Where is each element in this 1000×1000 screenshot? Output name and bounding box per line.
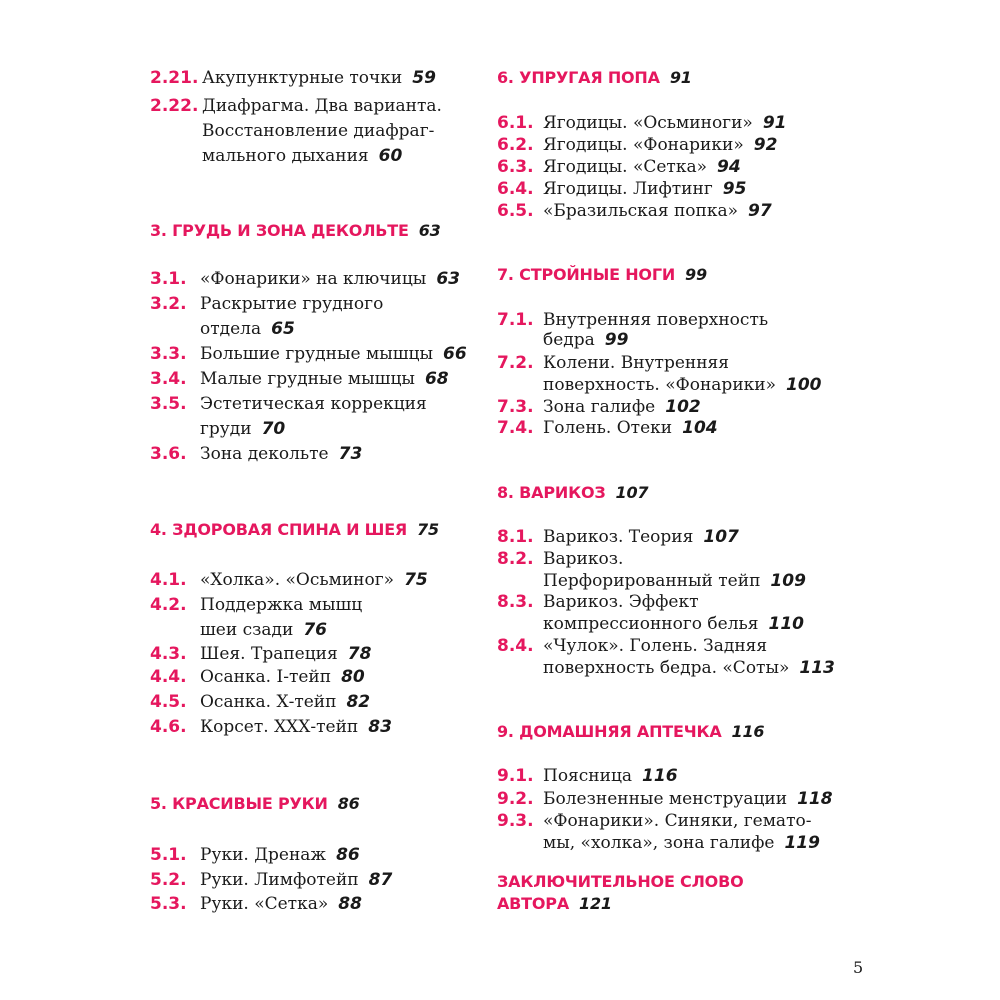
toc-entry (150, 443, 470, 465)
entry-number: 6.3. (497, 157, 534, 177)
entry-title: Большие грудные мышцы (200, 344, 433, 364)
toc-entry (150, 368, 470, 390)
toc-entry (497, 417, 837, 439)
entry-page: 80 (341, 667, 365, 687)
toc-entry (497, 112, 837, 134)
entry-number: 4.2. (150, 595, 187, 615)
entry-title: Шея. Трапеция (200, 644, 338, 664)
section-page: 99 (685, 265, 707, 284)
entry-number: 9.3. (497, 811, 534, 831)
entry-title-line: Внутренняя поверхность (543, 310, 769, 330)
entry-page: 83 (368, 717, 392, 737)
toc-entry (497, 810, 837, 854)
toc-entry (150, 343, 470, 365)
section-heading (150, 220, 470, 242)
toc-entry (497, 178, 837, 200)
entry-title: Ягодицы. «Осьминоги» (543, 113, 753, 133)
entry-number: 7.4. (497, 418, 534, 438)
entry-page: 92 (753, 135, 778, 155)
entry-number: 4.1. (150, 570, 187, 590)
entry-title-line: поверхность бедра. «Соты» (543, 658, 790, 678)
section-page: 121 (579, 894, 612, 913)
section-title: 4. ЗДОРОВАЯ СПИНА И ШЕЯ (150, 520, 408, 539)
toc-entry (150, 268, 470, 290)
entry-title-line: мального дыхания (202, 146, 369, 166)
toc-entry (497, 200, 837, 222)
toc-entry (150, 869, 470, 891)
entry-page: 109 (770, 571, 806, 591)
entry-number: 6.1. (497, 113, 534, 133)
toc-entry (497, 765, 837, 787)
entry-number: 4.3. (150, 644, 187, 664)
entry-number: 3.5. (150, 394, 187, 414)
section-title: 8. ВАРИКОЗ (497, 483, 606, 502)
entry-page: 100 (786, 375, 822, 395)
entry-page: 82 (346, 692, 371, 712)
entry-title-line: «Чулок». Голень. Задняя (543, 636, 768, 656)
entry-number: 8.1. (497, 527, 534, 547)
entry-number: 3.2. (150, 294, 187, 314)
entry-number: 8.4. (497, 636, 534, 656)
entry-number: 7.1. (497, 310, 534, 330)
entry-page: 104 (682, 418, 718, 438)
entry-page: 118 (797, 789, 833, 809)
entry-number: 7.2. (497, 353, 534, 373)
section-page: 86 (337, 794, 360, 813)
entry-page: 63 (436, 269, 460, 289)
entry-title: «Бразильская попка» (543, 201, 739, 221)
toc-entry (497, 788, 837, 810)
entry-page: 107 (703, 527, 739, 547)
section-title: 6. УПРУГАЯ ПОПА (497, 68, 660, 87)
entry-title-line: Колени. Внутренняя (543, 353, 730, 373)
entry-title-line: Поддержка мышц (200, 595, 363, 615)
section-page: 63 (418, 221, 441, 240)
entry-title: Малые грудные мышцы (200, 369, 415, 389)
entry-page: 97 (748, 201, 772, 221)
entry-page: 88 (338, 894, 362, 914)
entry-page: 60 (378, 146, 403, 166)
toc-entry (150, 844, 470, 866)
toc-entry (497, 591, 837, 635)
section-page: 107 (615, 483, 649, 502)
entry-title: Руки. Лимфотейп (200, 870, 359, 890)
entry-title-line: груди (200, 419, 252, 439)
section-heading (150, 519, 470, 541)
toc-entry (150, 569, 470, 591)
entry-page: 116 (642, 766, 678, 786)
entry-number: 5.3. (150, 894, 187, 914)
entry-title: Поясница (543, 766, 633, 786)
entry-number: 2.21. (150, 68, 199, 88)
section-title: ЗАКЛЮЧИТЕЛЬНОЕ СЛОВО (497, 872, 744, 891)
entry-number: 8.3. (497, 592, 534, 612)
toc-entry (150, 643, 470, 665)
section-heading-final (497, 871, 837, 915)
entry-page: 119 (784, 833, 820, 853)
entry-page: 66 (443, 344, 467, 364)
section-title: 5. КРАСИВЫЕ РУКИ (150, 794, 328, 813)
entry-page: 113 (799, 658, 835, 678)
section-heading (497, 67, 837, 89)
entry-number: 7.3. (497, 397, 534, 417)
toc-entry (497, 309, 837, 351)
entry-page: 94 (716, 157, 741, 177)
entry-page: 86 (336, 845, 360, 865)
entry-page: 78 (347, 644, 372, 664)
entry-page: 65 (271, 319, 295, 339)
toc-entry (497, 548, 837, 592)
entry-number: 9.1. (497, 766, 534, 786)
entry-title-line: Диафрагма. Два варианта. (202, 96, 442, 116)
entry-title: Ягодицы. «Сетка» (543, 157, 707, 177)
toc-entry (150, 293, 470, 340)
entry-page: 75 (404, 570, 428, 590)
entry-title-line: Перфорированный тейп (543, 571, 761, 591)
entry-page: 95 (722, 179, 747, 199)
entry-title-line: шеи сзади (200, 620, 294, 640)
section-page: 116 (731, 722, 765, 741)
entry-page: 102 (665, 397, 701, 417)
entry-number: 4.6. (150, 717, 187, 737)
entry-title: Акупунктурные точки (202, 68, 403, 88)
entry-title-line: Раскрытие грудного (200, 294, 384, 314)
entry-number: 3.1. (150, 269, 187, 289)
entry-title-line: Варикоз. Эффект (543, 592, 699, 612)
entry-number: 5.2. (150, 870, 187, 890)
section-heading (497, 482, 837, 504)
entry-number: 3.3. (150, 344, 187, 364)
section-heading (497, 264, 837, 286)
section-title: 9. ДОМАШНЯЯ АПТЕЧКА (497, 722, 722, 741)
entry-page: 91 (762, 113, 787, 133)
toc-entry (150, 666, 470, 688)
entry-title-line: поверхность. «Фонарики» (543, 375, 777, 395)
section-page: 75 (417, 520, 439, 539)
entry-title-line: Восстановление диафраг- (202, 121, 435, 141)
entry-title: «Холка». «Осьминог» (200, 570, 395, 590)
toc-entry (150, 716, 470, 738)
entry-number: 3.6. (150, 444, 187, 464)
toc-entry (150, 691, 470, 713)
toc-entry (497, 352, 837, 396)
entry-number: 5.1. (150, 845, 187, 865)
toc-entry (150, 95, 470, 167)
entry-number: 4.4. (150, 667, 187, 687)
entry-page: 87 (368, 870, 393, 890)
entry-number: 3.4. (150, 369, 187, 389)
entry-title: Осанка. Х-тейп (200, 692, 337, 712)
entry-title-line: отдела (200, 319, 262, 339)
entry-number: 6.4. (497, 179, 534, 199)
entry-title: Болезненные менструации (543, 789, 788, 809)
toc-entry (497, 396, 837, 418)
entry-title: Осанка. I-тейп (200, 667, 332, 687)
entry-title: Зона декольте (200, 444, 329, 464)
section-page: 91 (669, 68, 692, 87)
toc-entry (150, 594, 470, 641)
toc-entry (497, 156, 837, 178)
entry-title-line: Эстетическая коррекция (200, 394, 427, 414)
entry-title: Голень. Отеки (543, 418, 673, 438)
section-heading (497, 721, 837, 743)
entry-title-line: «Фонарики». Синяки, гемато- (543, 811, 812, 831)
entry-number: 9.2. (497, 789, 534, 809)
section-heading (150, 793, 470, 815)
entry-page: 110 (768, 614, 804, 634)
entry-title: Руки. Дренаж (200, 845, 327, 865)
entry-number: 2.22. (150, 96, 199, 116)
entry-title-line: компрессионного белья (543, 614, 759, 634)
entry-title: Корсет. ХХХ-тейп (200, 717, 359, 737)
entry-page: 99 (604, 330, 629, 350)
toc-entry (150, 893, 470, 915)
entry-number: 6.5. (497, 201, 534, 221)
entry-title: Зона галифе (543, 397, 656, 417)
page-number: 5 (853, 958, 864, 977)
entry-page: 70 (261, 419, 286, 439)
toc-entry (497, 526, 837, 548)
entry-page: 76 (303, 620, 327, 640)
entry-title-line: Варикоз. (543, 549, 624, 569)
entry-title: Ягодицы. «Фонарики» (543, 135, 744, 155)
entry-number: 6.2. (497, 135, 534, 155)
section-title: 7. СТРОЙНЫЕ НОГИ (497, 265, 676, 284)
entry-page: 68 (424, 369, 449, 389)
entry-number: 4.5. (150, 692, 187, 712)
toc-entry (497, 635, 837, 679)
section-title: 3. ГРУДЬ И ЗОНА ДЕКОЛЬТЕ (150, 221, 409, 240)
entry-title: Руки. «Сетка» (200, 894, 329, 914)
toc-entry (150, 67, 470, 89)
entry-title-line: бедра (543, 330, 595, 350)
entry-title: Варикоз. Теория (543, 527, 694, 547)
entry-page: 73 (338, 444, 363, 464)
entry-page: 59 (412, 68, 436, 88)
toc-entry (150, 393, 470, 440)
entry-title-line: мы, «холка», зона галифе (543, 833, 775, 853)
entry-number: 8.2. (497, 549, 534, 569)
entry-title: Ягодицы. Лифтинг (543, 179, 713, 199)
toc-entry (497, 134, 837, 156)
section-title: АВТОРА (497, 894, 570, 913)
entry-title: «Фонарики» на ключицы (200, 269, 427, 289)
